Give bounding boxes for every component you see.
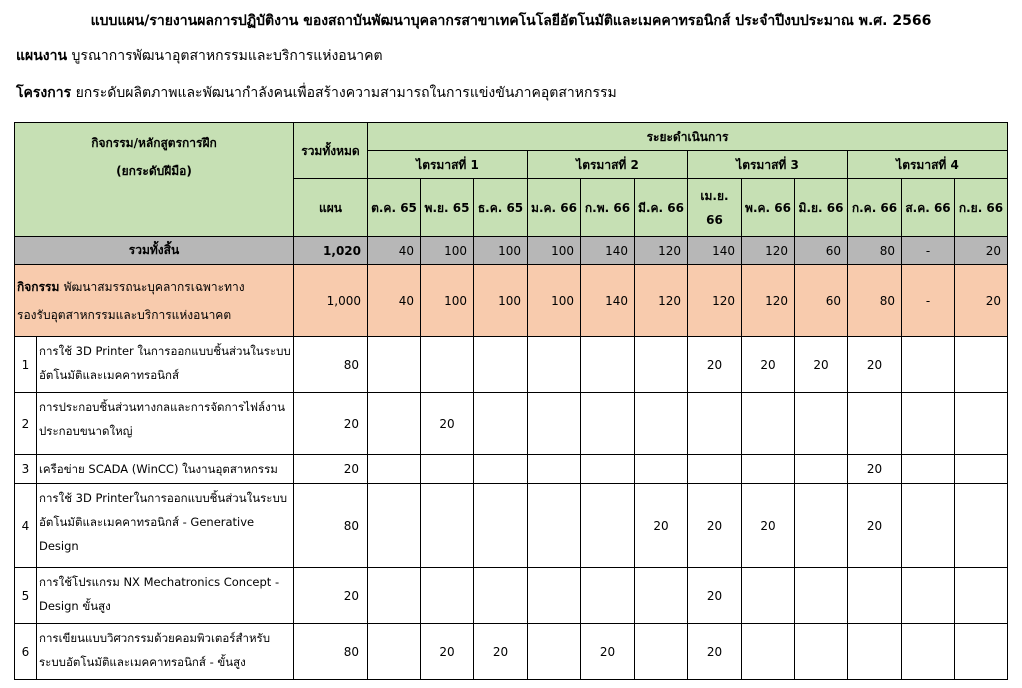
item-month-value (688, 393, 742, 455)
project-label: โครงการ (16, 85, 72, 101)
item-month-value (421, 568, 474, 624)
item-month-value (902, 568, 955, 624)
item-number: 6 (15, 624, 37, 680)
item-month-value: 20 (635, 484, 688, 568)
quarter-header: ไตรมาสที่ 4 (848, 151, 1008, 179)
grand-month-value: 140 (581, 237, 635, 265)
item-total: 20 (294, 455, 368, 484)
item-month-value: 20 (795, 337, 848, 393)
activity-month-value: 100 (528, 265, 581, 337)
item-month-value (528, 568, 581, 624)
item-month-value (955, 393, 1008, 455)
activity-month-value: 140 (581, 265, 635, 337)
item-month-value (581, 337, 635, 393)
month-header: ส.ค. 66 (902, 179, 955, 237)
grand-month-value: 140 (688, 237, 742, 265)
item-month-value (742, 624, 795, 680)
activity-name: พัฒนาสมรรถนะบุคลากรเฉพาะทาง (63, 279, 245, 294)
item-month-value (848, 568, 902, 624)
item-month-value (902, 455, 955, 484)
item-month-value (368, 393, 421, 455)
item-month-value (368, 568, 421, 624)
plan-line (16, 45, 383, 67)
month-header: ธ.ค. 65 (474, 179, 528, 237)
project-line (16, 82, 617, 104)
activity-header-label: กิจกรรม/หลักสูตรการฝึก (91, 136, 217, 150)
item-month-value (795, 624, 848, 680)
item-month-value (474, 393, 528, 455)
item-name: การใช้โปรแกรม NX Mechatronics Concept - Design ขั้นสูง (37, 568, 294, 624)
table-row (15, 568, 1008, 624)
activity-month-value: 100 (474, 265, 528, 337)
item-month-value (581, 568, 635, 624)
grand-month-value: 100 (474, 237, 528, 265)
table-row (15, 484, 1008, 568)
item-number: 5 (15, 568, 37, 624)
item-month-value (368, 624, 421, 680)
item-month-value (528, 484, 581, 568)
item-month-value: 20 (421, 393, 474, 455)
month-header: ก.พ. 66 (581, 179, 635, 237)
month-header: เม.ย. 66 (688, 179, 742, 237)
month-header: มิ.ย. 66 (795, 179, 848, 237)
item-month-value: 20 (742, 337, 795, 393)
item-month-value (688, 455, 742, 484)
item-month-value (528, 393, 581, 455)
plan-table (14, 122, 1008, 680)
table-row (15, 624, 1008, 680)
item-total: 20 (294, 393, 368, 455)
item-month-value (474, 484, 528, 568)
activity-month-value: - (902, 265, 955, 337)
item-name: เครือข่าย SCADA (WinCC) ในงานอุตสาหกรรม (37, 455, 294, 484)
item-total: 80 (294, 484, 368, 568)
item-month-value (421, 337, 474, 393)
item-month-value (635, 568, 688, 624)
item-month-value (528, 455, 581, 484)
month-header: ก.ย. 66 (955, 179, 1008, 237)
month-header: ต.ค. 65 (368, 179, 421, 237)
item-month-value (742, 568, 795, 624)
item-month-value: 20 (848, 455, 902, 484)
item-month-value (902, 624, 955, 680)
grand-month-value: 80 (848, 237, 902, 265)
month-header: ม.ค. 66 (528, 179, 581, 237)
item-number: 4 (15, 484, 37, 568)
item-month-value: 20 (848, 484, 902, 568)
item-month-value (421, 455, 474, 484)
grand-month-value: 60 (795, 237, 848, 265)
item-month-value (955, 568, 1008, 624)
item-name: การใช้ 3D Printer ในการออกแบบชิ้นส่วนในระบบอัตโนมัติและเมคคาทรอนิกส์ (37, 337, 294, 393)
item-month-value (474, 455, 528, 484)
item-month-value (474, 337, 528, 393)
activity-month-value: 120 (742, 265, 795, 337)
item-month-value (902, 484, 955, 568)
quarter-header: ไตรมาสที่ 2 (528, 151, 688, 179)
item-month-value (795, 393, 848, 455)
item-month-value (368, 455, 421, 484)
item-month-value (474, 568, 528, 624)
activity-total-value: 1,000 (294, 265, 368, 337)
grand-month-value: 120 (635, 237, 688, 265)
total-unit-header: แผน (294, 179, 368, 237)
table-row (15, 337, 1008, 393)
item-month-value (421, 484, 474, 568)
item-number: 3 (15, 455, 37, 484)
item-month-value: 20 (742, 484, 795, 568)
month-header: มี.ค. 66 (635, 179, 688, 237)
activity-month-value: 60 (795, 265, 848, 337)
item-month-value (742, 455, 795, 484)
item-month-value (795, 484, 848, 568)
activity-label: กิจกรรม (17, 279, 60, 294)
quarter-header: ไตรมาสที่ 1 (368, 151, 528, 179)
item-month-value (742, 393, 795, 455)
item-month-value: 20 (474, 624, 528, 680)
item-month-value (902, 337, 955, 393)
item-month-value (795, 455, 848, 484)
item-name: การใช้ 3D Printerในการออกแบบชิ้นส่วนในระบบอัตโนมัติและเมคคาทรอนิกส์ - Generative Design (37, 484, 294, 568)
item-month-value (795, 568, 848, 624)
activity-month-value: 80 (848, 265, 902, 337)
project-value: ยกระดับผลิตภาพและพัฒนากำลังคนเพื่อสร้างความสามารถในการแข่งขันภาคอุตสาหกรรม (75, 85, 617, 101)
item-month-value (955, 337, 1008, 393)
grand-month-value: 100 (528, 237, 581, 265)
activity-month-value: 120 (635, 265, 688, 337)
month-header: พ.ค. 66 (742, 179, 795, 237)
quarter-header: ไตรมาสที่ 3 (688, 151, 848, 179)
item-month-value (635, 393, 688, 455)
grand-month-value: - (902, 237, 955, 265)
item-total: 20 (294, 568, 368, 624)
item-month-value (955, 484, 1008, 568)
item-month-value (955, 455, 1008, 484)
plan-label: แผนงาน (16, 48, 68, 64)
activity-month-value: 40 (368, 265, 421, 337)
grand-month-value: 20 (955, 237, 1008, 265)
plan-value: บูรณาการพัฒนาอุตสาหกรรมและบริการแห่งอนาคต (71, 48, 383, 64)
activity-name-2: รองรับอุตสาหกรรมและบริการแห่งอนาคต (17, 307, 232, 322)
total-header: รวมทั้งหมด (294, 123, 368, 179)
grand-month-value: 40 (368, 237, 421, 265)
month-header: พ.ย. 65 (421, 179, 474, 237)
grand-total-value: 1,020 (294, 237, 368, 265)
item-name: การเขียนแบบวิศวกรรมด้วยคอมพิวเตอร์สำหรับระบบอัตโนมัติและเมคคาทรอนิกส์ - ขั้นสูง (37, 624, 294, 680)
grand-total-label: รวมทั้งสิ้น (15, 237, 294, 265)
item-month-value (368, 484, 421, 568)
item-month-value: 20 (688, 484, 742, 568)
grand-month-value: 120 (742, 237, 795, 265)
item-month-value (955, 624, 1008, 680)
period-header: ระยะดำเนินการ (368, 123, 1008, 151)
item-number: 1 (15, 337, 37, 393)
activity-month-value: 20 (955, 265, 1008, 337)
table-row (15, 455, 1008, 484)
item-month-value (848, 393, 902, 455)
item-name: การประกอบชิ้นส่วนทางกลและการจัดการไฟล์งานประกอบขนาดใหญ่ (37, 393, 294, 455)
item-month-value (528, 337, 581, 393)
month-header: ก.ค. 66 (848, 179, 902, 237)
table-row (15, 393, 1008, 455)
activity-header (15, 123, 294, 237)
item-month-value (581, 484, 635, 568)
activity-month-value: 100 (421, 265, 474, 337)
activity-cell (15, 265, 294, 337)
item-month-value: 20 (848, 337, 902, 393)
item-total: 80 (294, 337, 368, 393)
item-month-value (368, 337, 421, 393)
item-month-value: 20 (581, 624, 635, 680)
activity-header-sub: (ยกระดับฝีมือ) (116, 164, 192, 178)
item-month-value: 20 (688, 624, 742, 680)
item-month-value (902, 393, 955, 455)
item-month-value (528, 624, 581, 680)
item-month-value: 20 (688, 568, 742, 624)
item-month-value: 20 (421, 624, 474, 680)
item-total: 80 (294, 624, 368, 680)
grand-month-value: 100 (421, 237, 474, 265)
item-month-value: 20 (688, 337, 742, 393)
item-month-value (848, 624, 902, 680)
report-title: แบบแผน/รายงานผลการปฏิบัติงาน ของสถาบันพัฒนาบุคลากรสาขาเทคโนโลยีอัตโนมัติและเมคคาทรอนิกส์ ประจำปีงบประมาณ พ.ศ. 2566 (90, 13, 932, 29)
item-month-value (635, 455, 688, 484)
item-month-value (635, 337, 688, 393)
item-month-value (581, 393, 635, 455)
activity-month-value: 120 (688, 265, 742, 337)
item-month-value (581, 455, 635, 484)
item-month-value (635, 624, 688, 680)
item-number: 2 (15, 393, 37, 455)
